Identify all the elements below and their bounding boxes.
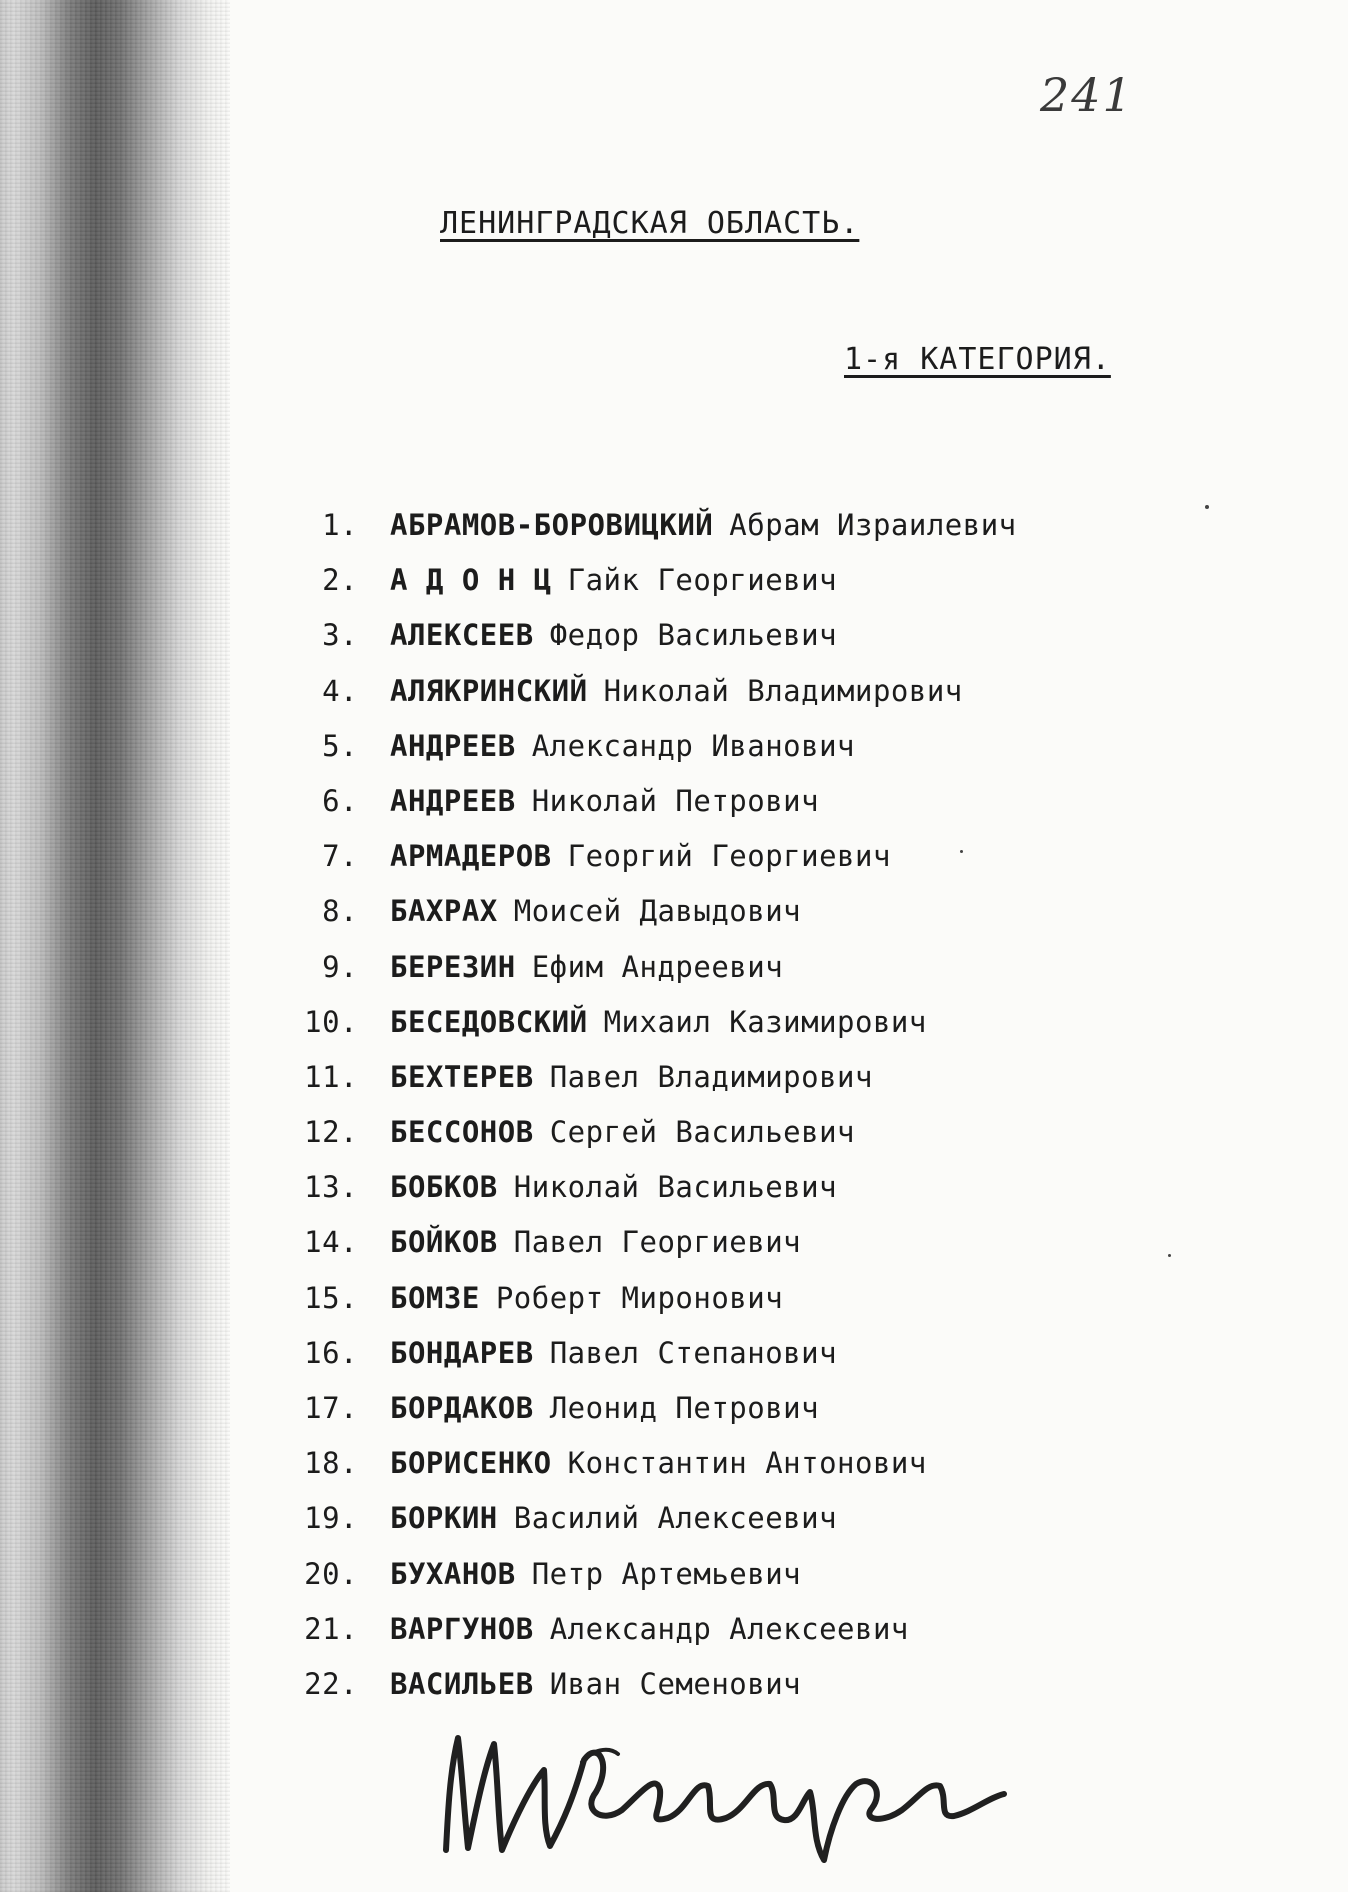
item-number: 19. <box>304 1501 358 1536</box>
list-item <box>260 1170 1017 1225</box>
item-given-name: Павел Георгиевич <box>513 1225 802 1260</box>
item-given-name: Николай Петрович <box>531 783 820 818</box>
item-given-name: Павел Владимирович <box>549 1059 873 1094</box>
item-given-name: Гайк Георгиевич <box>567 563 838 598</box>
list-item <box>260 1225 1017 1280</box>
scan-speck <box>960 850 963 853</box>
item-surname: БОРДАКОВ <box>390 1391 534 1425</box>
item-surname: БОЙКОВ <box>390 1225 498 1260</box>
item-surname: БОБКОВ <box>390 1170 498 1205</box>
binding-shadow <box>0 0 230 1892</box>
name-list <box>260 508 1017 1722</box>
item-given-name: Ефим Андреевич <box>531 949 784 984</box>
item-given-name: Александр Иванович <box>531 728 855 763</box>
item-surname: АЛЕКСЕЕВ <box>390 618 534 653</box>
item-given-name: Михаил Казимирович <box>603 1004 927 1039</box>
list-item <box>260 1391 1017 1446</box>
item-surname: БЕССОНОВ <box>390 1115 534 1150</box>
item-given-name: Федор Васильевич <box>549 618 838 653</box>
item-surname: АЛЯКРИНСКИЙ <box>390 673 588 708</box>
item-surname: ВАРГУНОВ <box>390 1611 534 1646</box>
item-surname: А Д О Н Ц <box>390 563 552 598</box>
item-given-name: Николай Владимирович <box>603 673 963 708</box>
item-number: 6. <box>322 783 358 818</box>
list-item <box>260 1005 1017 1060</box>
item-surname: БОМЗЕ <box>390 1280 480 1315</box>
item-number: 16. <box>304 1335 358 1370</box>
item-number: 22. <box>304 1666 358 1701</box>
item-surname: ВАСИЛЬЕВ <box>390 1666 534 1701</box>
list-item <box>260 1336 1017 1391</box>
item-surname: БЕСЕДОВСКИЙ <box>390 1004 588 1039</box>
list-item <box>260 1281 1017 1336</box>
item-number: 18. <box>304 1446 358 1481</box>
item-surname: БЕХТЕРЕВ <box>390 1059 534 1094</box>
list-item <box>260 1501 1017 1556</box>
category-title: 1-я КАТЕГОРИЯ. <box>844 342 1111 377</box>
item-given-name: Павел Степанович <box>549 1335 838 1370</box>
item-number: 17. <box>304 1391 358 1425</box>
item-surname: БОНДАРЕВ <box>390 1335 534 1370</box>
item-number: 14. <box>304 1225 358 1260</box>
item-surname: АБРАМОВ-БОРОВИЦКИЙ <box>390 508 714 542</box>
item-number: 8. <box>322 894 358 929</box>
item-given-name: Роберт Миронович <box>495 1280 784 1315</box>
item-given-name: Петр Артемьевич <box>531 1556 802 1591</box>
list-item <box>260 618 1017 673</box>
item-surname: АНДРЕЕВ <box>390 728 516 763</box>
item-given-name: Абрам Израилевич <box>729 508 1017 542</box>
list-item <box>260 508 1017 563</box>
list-item <box>260 1446 1017 1501</box>
item-number: 7. <box>322 839 358 874</box>
item-number: 21. <box>304 1611 358 1646</box>
item-surname: БАХРАХ <box>390 894 498 929</box>
item-number: 10. <box>304 1004 358 1039</box>
item-given-name: Георгий Георгиевич <box>567 839 891 874</box>
item-given-name: Иван Семенович <box>549 1666 802 1701</box>
list-item <box>260 784 1017 839</box>
item-surname: БОРИСЕНКО <box>390 1446 552 1481</box>
list-item <box>260 1060 1017 1115</box>
item-given-name: Сергей Васильевич <box>549 1115 855 1150</box>
item-number: 3. <box>322 618 358 653</box>
region-title: ЛЕНИНГРАДСКАЯ ОБЛАСТЬ. <box>440 206 860 241</box>
item-number: 2. <box>322 563 358 598</box>
item-given-name: Константин Антонович <box>567 1446 927 1481</box>
handwritten-signature <box>432 1700 1012 1870</box>
list-item <box>260 729 1017 784</box>
list-item <box>260 563 1017 618</box>
list-item <box>260 1115 1017 1170</box>
item-given-name: Леонид Петрович <box>549 1391 820 1425</box>
item-number: 15. <box>304 1280 358 1315</box>
list-item <box>260 1557 1017 1612</box>
item-surname: БОРКИН <box>390 1501 498 1536</box>
item-number: 13. <box>304 1170 358 1205</box>
item-surname: БУХАНОВ <box>390 1556 516 1591</box>
list-item <box>260 839 1017 894</box>
item-given-name: Василий Алексеевич <box>513 1501 838 1536</box>
item-surname: АНДРЕЕВ <box>390 783 516 818</box>
page-number: 241 <box>1040 68 1134 122</box>
item-number: 9. <box>322 949 358 984</box>
item-number: 20. <box>304 1556 358 1591</box>
item-surname: БЕРЕЗИН <box>390 949 516 984</box>
item-given-name: Моисей Давыдович <box>513 894 802 929</box>
item-surname: АРМАДЕРОВ <box>390 839 552 874</box>
item-number: 1. <box>322 508 358 542</box>
item-given-name: Александр Алексеевич <box>549 1611 909 1646</box>
list-item <box>260 674 1017 729</box>
item-number: 11. <box>304 1059 358 1094</box>
item-given-name: Николай Васильевич <box>513 1170 838 1205</box>
scan-speck <box>1205 505 1209 509</box>
item-number: 5. <box>322 728 358 763</box>
item-number: 12. <box>304 1115 358 1150</box>
list-item <box>260 950 1017 1005</box>
list-item <box>260 894 1017 949</box>
scan-speck <box>1168 1254 1171 1257</box>
list-item <box>260 1612 1017 1667</box>
item-number: 4. <box>322 673 358 708</box>
